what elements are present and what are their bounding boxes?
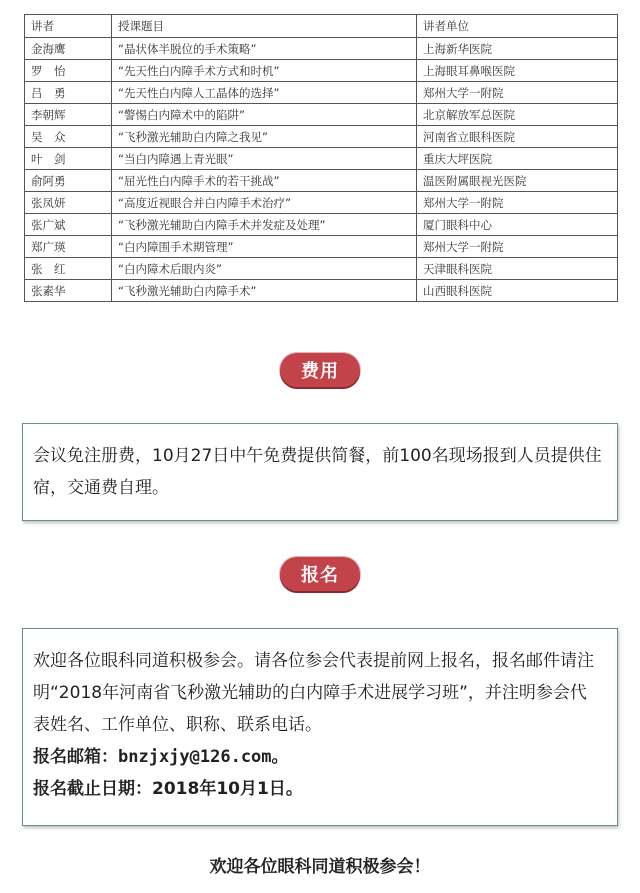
cell-institution: 上海眼耳鼻喉医院 (417, 60, 618, 82)
cell-speaker: 张 红 (25, 258, 112, 280)
table-row (25, 192, 618, 214)
deadline-label: 报名截止日期： (33, 779, 152, 799)
cell-institution: 北京解放军总医院 (417, 104, 618, 126)
cell-speaker: 张广斌 (25, 214, 112, 236)
fee-text: 会议免注册费，10月27日中午免费提供简餐，前100名现场报到人员提供住宿，交通费自理。 (33, 446, 602, 498)
cell-topic: “白内障术后眼内炎” (112, 258, 417, 280)
cell-institution: 郑州大学一附院 (417, 192, 618, 214)
header-speaker: 讲者 (25, 15, 112, 38)
cell-topic: “屈光性白内障手术的若干挑战” (112, 170, 417, 192)
header-institution: 讲者单位 (417, 15, 618, 38)
cell-speaker: 吕 勇 (25, 82, 112, 104)
table-row (25, 148, 618, 170)
cell-institution: 上海新华医院 (417, 38, 618, 60)
header-topic: 授课题目 (112, 15, 417, 38)
registration-section-title: 报名 (280, 557, 360, 591)
cell-institution: 山西眼科医院 (417, 280, 618, 302)
registration-info-box (22, 628, 618, 826)
cell-topic: “高度近视眼合并白内障手术治疗” (112, 192, 417, 214)
fee-info-box (22, 423, 618, 521)
email-end: 。 (271, 747, 289, 767)
cell-speaker: 罗 怡 (25, 60, 112, 82)
cell-speaker: 吴 众 (25, 126, 112, 148)
registration-deadline-line (33, 773, 603, 805)
cell-institution: 郑州大学一附院 (417, 236, 618, 258)
cell-speaker: 张凤妍 (25, 192, 112, 214)
cell-institution: 郑州大学一附院 (417, 82, 618, 104)
speaker-schedule-table (24, 14, 618, 302)
registration-email-line (33, 741, 603, 773)
cell-institution: 河南省立眼科医院 (417, 126, 618, 148)
cell-institution: 天津眼科医院 (417, 258, 618, 280)
table-row (25, 236, 618, 258)
cell-speaker: 俞阿勇 (25, 170, 112, 192)
registration-text: 欢迎各位眼科同道积极参会。请各位参会代表提前网上报名，报名邮件请注明“2018年河南省飞秒激光辅助的白内障手术进展学习班”，并注明参会代表姓名、工作单位、职称、联系电话。 (33, 651, 594, 735)
table-row (25, 104, 618, 126)
table-row (25, 170, 618, 192)
table-row (25, 60, 618, 82)
table-row (25, 126, 618, 148)
cell-institution: 厦门眼科中心 (417, 214, 618, 236)
cell-speaker: 李朝辉 (25, 104, 112, 126)
cell-institution: 温医附属眼视光医院 (417, 170, 618, 192)
closing-message: 欢迎各位眼科同道积极参会！ (209, 857, 431, 877)
cell-topic: “飞秒激光辅助白内障手术” (112, 280, 417, 302)
cell-speaker: 金海鹰 (25, 38, 112, 60)
table-body (25, 38, 618, 302)
cell-topic: “先天性白内障人工晶体的选择” (112, 82, 417, 104)
table-row (25, 38, 618, 60)
table-row (25, 82, 618, 104)
cell-topic: “当白内障遇上青光眼” (112, 148, 417, 170)
deadline-end: 。 (285, 779, 303, 799)
cell-topic: “白内障围手术期管理” (112, 236, 417, 258)
email-label: 报名邮箱： (33, 747, 118, 767)
cell-topic: “飞秒激光辅助白内障之我见” (112, 126, 417, 148)
table-row (25, 258, 618, 280)
cell-speaker: 郑广瑛 (25, 236, 112, 258)
fee-section-title: 费用 (280, 353, 360, 387)
cell-topic: “警惕白内障术中的陷阱” (112, 104, 417, 126)
cell-speaker: 张素华 (25, 280, 112, 302)
registration-email[interactable]: bnzjxjy@126.com (118, 747, 272, 767)
cell-institution: 重庆大坪医院 (417, 148, 618, 170)
cell-speaker: 叶 剑 (25, 148, 112, 170)
cell-topic: “晶状体半脱位的手术策略” (112, 38, 417, 60)
table-header-row (25, 15, 618, 38)
cell-topic: “先天性白内障手术方式和时机” (112, 60, 417, 82)
table-row (25, 280, 618, 302)
cell-topic: “飞秒激光辅助白内障手术并发症及处理” (112, 214, 417, 236)
table-row (25, 214, 618, 236)
registration-deadline: 2018年10月1日 (152, 779, 286, 799)
